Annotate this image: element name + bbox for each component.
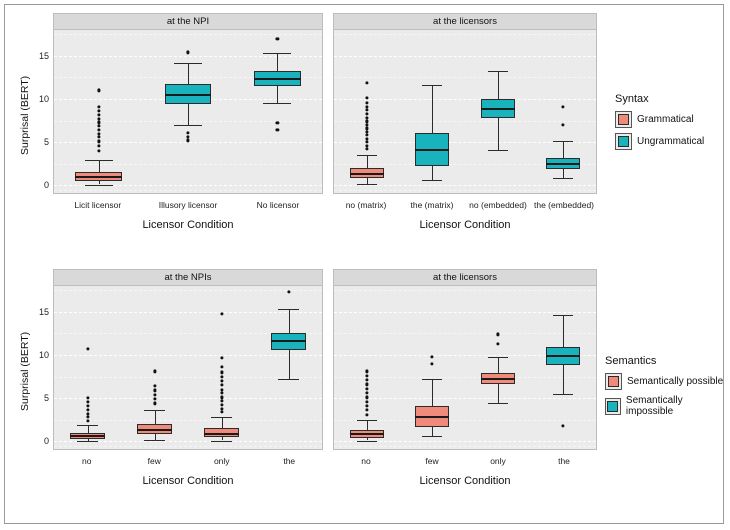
outlier-point xyxy=(153,397,156,400)
outlier-point xyxy=(186,131,189,134)
figure-frame xyxy=(4,4,724,524)
y-tick-labels-bottom-left: 0 5 10 15 xyxy=(38,306,49,447)
grid-line xyxy=(334,56,596,57)
outlier-point xyxy=(97,89,100,92)
plot-area-top-right xyxy=(333,30,597,194)
whisker-cap xyxy=(211,417,232,418)
outlier-point xyxy=(220,312,223,315)
semantics-legend xyxy=(605,355,725,422)
outlier-point xyxy=(97,121,100,124)
panel-bottom-right xyxy=(333,269,597,487)
y-axis-title-top: Surprisal (BERT) xyxy=(19,75,31,155)
whisker-cap xyxy=(85,185,113,186)
grid-line-minor xyxy=(54,190,322,191)
panel-top-left xyxy=(53,13,323,231)
whisker-cap xyxy=(488,357,508,358)
outlier-point xyxy=(86,419,89,422)
grid-line xyxy=(54,185,322,186)
plot-area-bottom-right xyxy=(333,286,597,450)
grid-line xyxy=(334,142,596,143)
outlier-point xyxy=(365,400,368,403)
median-line xyxy=(546,163,580,165)
outlier-point xyxy=(365,127,368,130)
outlier-point xyxy=(220,379,223,382)
panel-title-top-left: at the NPI xyxy=(53,13,323,30)
whisker-cap xyxy=(85,160,113,161)
grid-line xyxy=(334,312,596,313)
x-tick-labels-bottom-left: no few only the xyxy=(82,456,296,466)
outlier-point xyxy=(97,113,100,116)
outlier-point xyxy=(562,123,565,126)
outlier-point xyxy=(97,124,100,127)
outlier-point xyxy=(220,399,223,402)
outlier-point xyxy=(86,400,89,403)
legend-item-grammatical[interactable] xyxy=(615,111,704,128)
chart-row-bottom xyxy=(5,263,725,519)
whisker-cap xyxy=(77,441,98,442)
whisker-cap xyxy=(357,155,377,156)
legend-label-grammatical: Grammatical xyxy=(637,114,694,125)
whisker-cap xyxy=(211,441,232,442)
x-axis-title-bottom-right: Licensor Condition xyxy=(419,475,511,487)
whisker-cap xyxy=(488,403,508,404)
x-axis-title-top-left: Licensor Condition xyxy=(142,219,234,231)
whisker-cap xyxy=(77,425,98,426)
plot-area-top-left xyxy=(53,30,323,194)
x-axis-title-bottom-left: Licensor Condition xyxy=(142,475,234,487)
outlier-point xyxy=(220,366,223,369)
median-line xyxy=(481,378,515,380)
median-line xyxy=(70,435,105,437)
outlier-point xyxy=(97,144,100,147)
panel-title-top-right: at the licensors xyxy=(333,13,597,30)
legend-swatch-ungrammatical xyxy=(615,133,632,150)
grid-line-minor xyxy=(334,290,596,291)
outlier-point xyxy=(153,402,156,405)
whisker-cap xyxy=(553,394,573,395)
outlier-point xyxy=(365,370,368,373)
outlier-point xyxy=(562,424,565,427)
grid-line-minor xyxy=(334,121,596,122)
whisker-cap xyxy=(174,63,202,64)
grid-line-minor xyxy=(54,377,322,378)
whisker-cap xyxy=(144,410,165,411)
outlier-point xyxy=(220,375,223,378)
panel-title-bottom-right: at the licensors xyxy=(333,269,597,286)
outlier-point xyxy=(496,333,499,336)
median-line xyxy=(75,176,121,178)
legend-swatch-semantically-impossible xyxy=(605,398,621,415)
grid-line xyxy=(54,355,322,356)
syntax-legend xyxy=(615,93,704,155)
outlier-point xyxy=(276,122,279,125)
outlier-point xyxy=(365,112,368,115)
whisker-cap xyxy=(357,184,377,185)
whisker-cap xyxy=(422,436,442,437)
outlier-point xyxy=(220,388,223,391)
panel-top-right xyxy=(333,13,597,231)
y-tick-labels-top-left: 0 5 10 15 xyxy=(38,50,49,191)
grid-line-minor xyxy=(54,34,322,35)
legend-label-semantically-possible: Semantically possible xyxy=(627,376,724,387)
median-line xyxy=(137,429,172,431)
median-line xyxy=(546,355,580,357)
outlier-point xyxy=(220,391,223,394)
x-axis-title-top-right: Licensor Condition xyxy=(419,219,511,231)
outlier-point xyxy=(97,132,100,135)
outlier-point xyxy=(153,385,156,388)
grid-line-minor xyxy=(334,34,596,35)
median-line xyxy=(415,416,449,418)
outlier-point xyxy=(276,129,279,132)
grid-line-minor xyxy=(54,164,322,165)
median-line xyxy=(415,149,449,151)
outlier-point xyxy=(153,370,156,373)
whisker-cap xyxy=(357,420,377,421)
whisker-cap xyxy=(278,309,299,310)
whisker-cap xyxy=(357,441,377,442)
outlier-point xyxy=(365,404,368,407)
median-line xyxy=(165,94,211,96)
outlier-point xyxy=(86,397,89,400)
grid-line xyxy=(54,56,322,57)
whisker-cap xyxy=(553,315,573,316)
outlier-point xyxy=(153,393,156,396)
outlier-point xyxy=(86,412,89,415)
outlier-point xyxy=(365,148,368,151)
outlier-point xyxy=(97,129,100,132)
outlier-point xyxy=(365,413,368,416)
panel-bottom-left xyxy=(53,269,323,487)
outlier-point xyxy=(97,149,100,152)
panel-title-bottom-left: at the NPIs xyxy=(53,269,323,286)
legend-item-semantically-possible[interactable] xyxy=(605,373,725,390)
outlier-point xyxy=(365,134,368,137)
legend-title-semantics: Semantics xyxy=(605,355,657,367)
grid-line xyxy=(334,185,596,186)
whisker-cap xyxy=(144,440,165,441)
outlier-point xyxy=(365,144,368,147)
legend-item-ungrammatical[interactable] xyxy=(615,133,704,150)
grid-line-minor xyxy=(54,446,322,447)
outlier-point xyxy=(365,101,368,104)
outlier-point xyxy=(562,105,565,108)
median-line xyxy=(271,340,306,342)
outlier-point xyxy=(431,362,434,365)
outlier-point xyxy=(97,105,100,108)
outlier-point xyxy=(86,416,89,419)
whisker-cap xyxy=(263,53,291,54)
whisker-cap xyxy=(174,125,202,126)
outlier-point xyxy=(365,383,368,386)
outlier-point xyxy=(365,123,368,126)
outlier-point xyxy=(220,410,223,413)
grid-line-minor xyxy=(334,446,596,447)
legend-swatch-grammatical xyxy=(615,111,632,128)
outlier-point xyxy=(365,130,368,133)
whisker-cap xyxy=(422,85,442,86)
outlier-point xyxy=(287,290,290,293)
whisker-cap xyxy=(422,379,442,380)
chart-row-top xyxy=(5,7,725,263)
whisker-cap xyxy=(553,141,573,142)
legend-label-ungrammatical: Ungrammatical xyxy=(637,136,705,147)
grid-line xyxy=(334,441,596,442)
plot-area-bottom-left xyxy=(53,286,323,450)
outlier-point xyxy=(365,120,368,123)
grid-line xyxy=(334,99,596,100)
outlier-point xyxy=(186,135,189,138)
outlier-point xyxy=(86,409,89,412)
x-tick-labels-top-left: Licit licensor Illusory licensor No licensor xyxy=(74,200,300,210)
outlier-point xyxy=(365,81,368,84)
grid-line xyxy=(54,312,322,313)
grid-line xyxy=(334,398,596,399)
grid-line xyxy=(54,398,322,399)
whisker-cap xyxy=(488,150,508,151)
outlier-point xyxy=(220,356,223,359)
whisker-cap xyxy=(422,180,442,181)
grid-line-minor xyxy=(334,190,596,191)
whisker-cap xyxy=(263,103,291,104)
outlier-point xyxy=(496,342,499,345)
outlier-point xyxy=(365,387,368,390)
legend-swatch-semantically-possible xyxy=(605,373,622,390)
whisker-cap xyxy=(553,178,573,179)
legend-item-semantically-impossible[interactable] xyxy=(605,395,725,417)
median-line xyxy=(254,78,300,80)
x-tick-labels-top-right: no (matrix) the (matrix) no (embedded) the (embedded) xyxy=(345,200,595,210)
outlier-point xyxy=(365,137,368,140)
outlier-point xyxy=(365,378,368,381)
outlier-point xyxy=(86,404,89,407)
outlier-point xyxy=(365,116,368,119)
x-tick-labels-bottom-right: no few only the xyxy=(361,456,570,466)
whisker-cap xyxy=(488,71,508,72)
outlier-point xyxy=(220,404,223,407)
outlier-point xyxy=(365,109,368,112)
legend-title-syntax: Syntax xyxy=(615,93,649,105)
outlier-point xyxy=(97,135,100,138)
grid-line-minor xyxy=(54,290,322,291)
outlier-point xyxy=(365,409,368,412)
outlier-point xyxy=(276,37,279,40)
whisker-cap xyxy=(278,379,299,380)
outlier-point xyxy=(431,355,434,358)
outlier-point xyxy=(365,105,368,108)
outlier-point xyxy=(220,371,223,374)
outlier-point xyxy=(153,389,156,392)
outlier-point xyxy=(86,347,89,350)
grid-line xyxy=(54,142,322,143)
outlier-point xyxy=(365,391,368,394)
grid-line-minor xyxy=(334,333,596,334)
median-line xyxy=(350,173,384,175)
median-line xyxy=(350,433,384,435)
legend-label-semantically-impossible: Semantically impossible xyxy=(625,395,683,417)
grid-line-minor xyxy=(334,77,596,78)
median-line xyxy=(204,433,239,435)
grid-line-minor xyxy=(54,420,322,421)
grid-line-minor xyxy=(334,377,596,378)
outlier-point xyxy=(365,141,368,144)
outlier-point xyxy=(220,384,223,387)
outlier-point xyxy=(97,110,100,113)
outlier-point xyxy=(220,407,223,410)
median-line xyxy=(481,108,515,110)
y-axis-title-bottom: Surprisal (BERT) xyxy=(19,331,31,411)
outlier-point xyxy=(186,51,189,54)
